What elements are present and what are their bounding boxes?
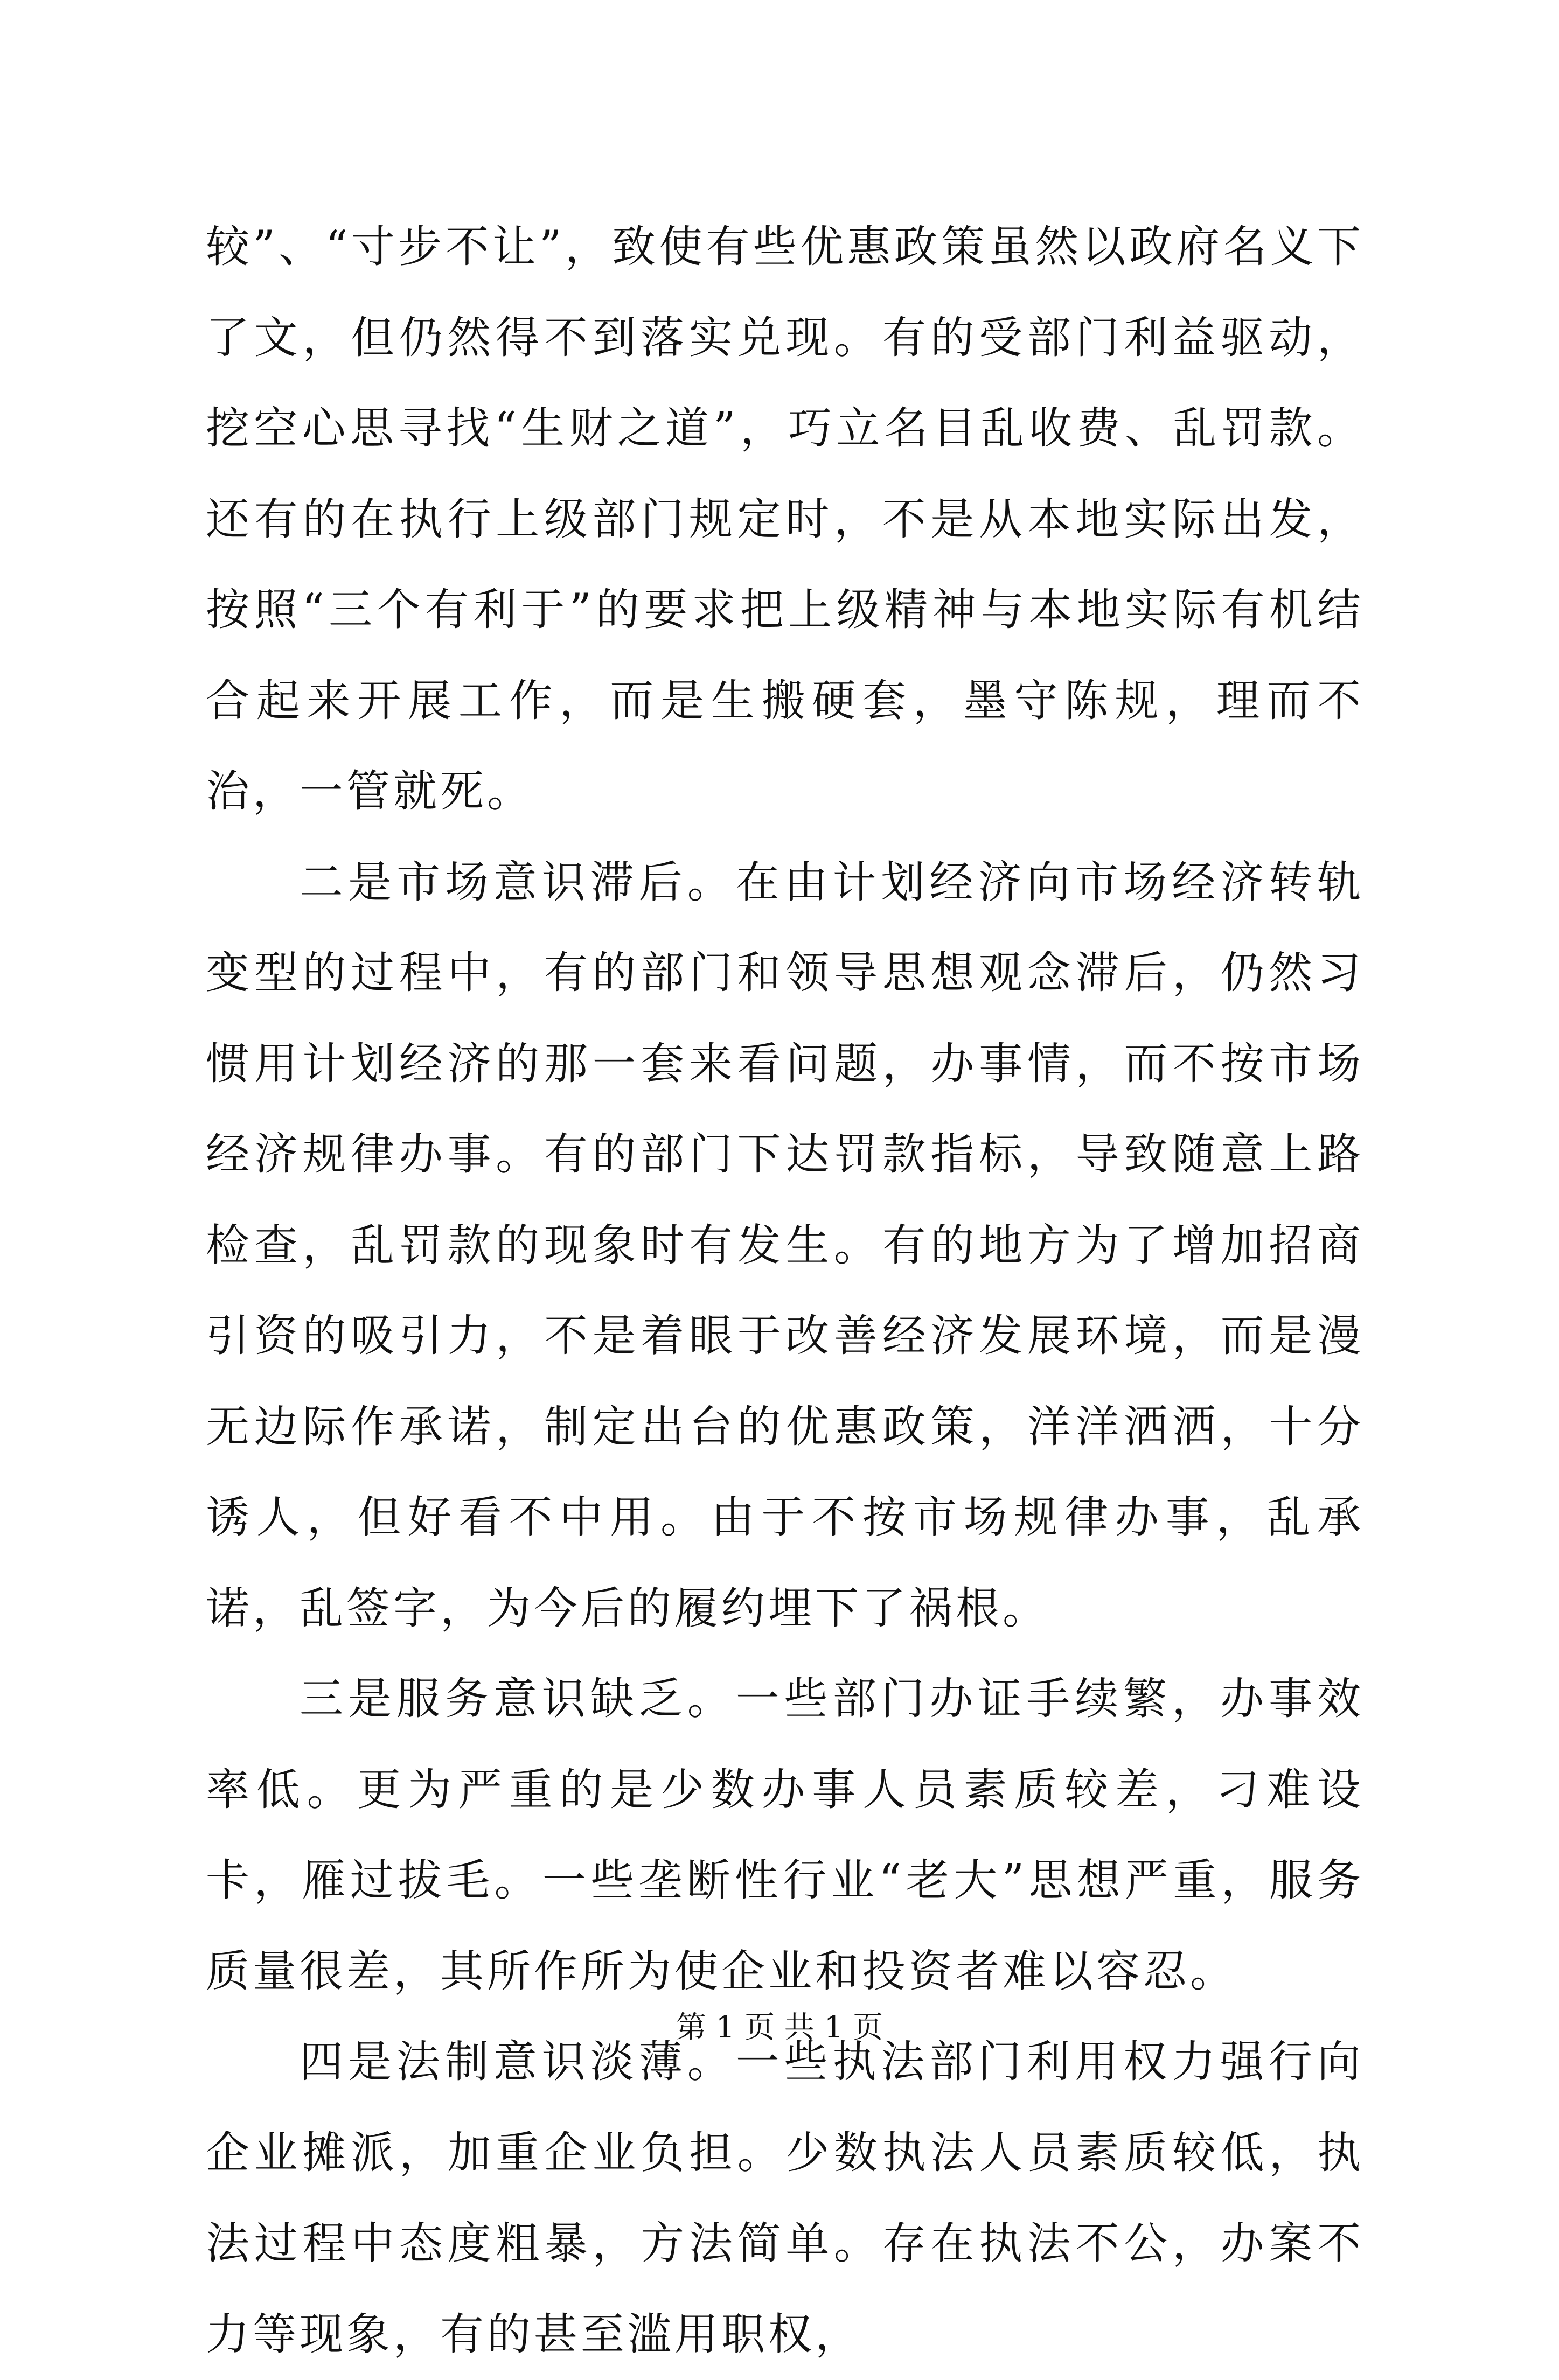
paragraph-4: 四是法制意识淡薄。一些执法部门利用权力强行向企业摊派，加重企业负担。少数执法人员素质较低，执法过程中态度粗暴，方法简单。存在执法不公，办案不力等现象，有的甚至滥用职权， (206, 2037, 1364, 2360)
body-text (206, 202, 1364, 2380)
paragraph-1: 较”、“寸步不让”，致使有些优惠政策虽然以政府名义下了文，但仍然得不到落实兑现。有的受部门利益驱动，挖空心思寻找“生财之道”，巧立名目乱收费、乱罚款。还有的在执行上级部门规定时，不是从本地实际出发，按照“三个有利于”的要求把上级精神与本地实际有机结合起来开展工作，而是生搬硬套，墨守陈规，理而不治，一管就死。 (206, 222, 1364, 817)
paragraph-2: 二是市场意识滞后。在由计划经济向市场经济转轨变型的过程中，有的部门和领导思想观念滞后，仍然习惯用计划经济的那一套来看问题，办事情，而不按市场经济规律办事。有的部门下达罚款指标，导致随意上路检查，乱罚款的现象时有发生。有的地方为了增加招商引资的吸引力，不是着眼于改善经济发展环境，而是漫无边际作承诺，制定出台的优惠政策，洋洋洒洒，十分诱人，但好看不中用。由于不按市场规律办事，乱承诺，乱签字，为今后的履约埋下了祸根。 (206, 857, 1364, 1634)
paragraph-3: 三是服务意识缺乏。一些部门办证手续繁，办事效率低。更为严重的是少数办事人员素质较差，刁难设卡，雁过拔毛。一些垄断性行业“老大”思想严重，服务质量很差，其所作所为使企业和投资者难以容忍。 (206, 1674, 1364, 1997)
page-footer: 第 1 页 共 1 页 (676, 2010, 883, 2045)
